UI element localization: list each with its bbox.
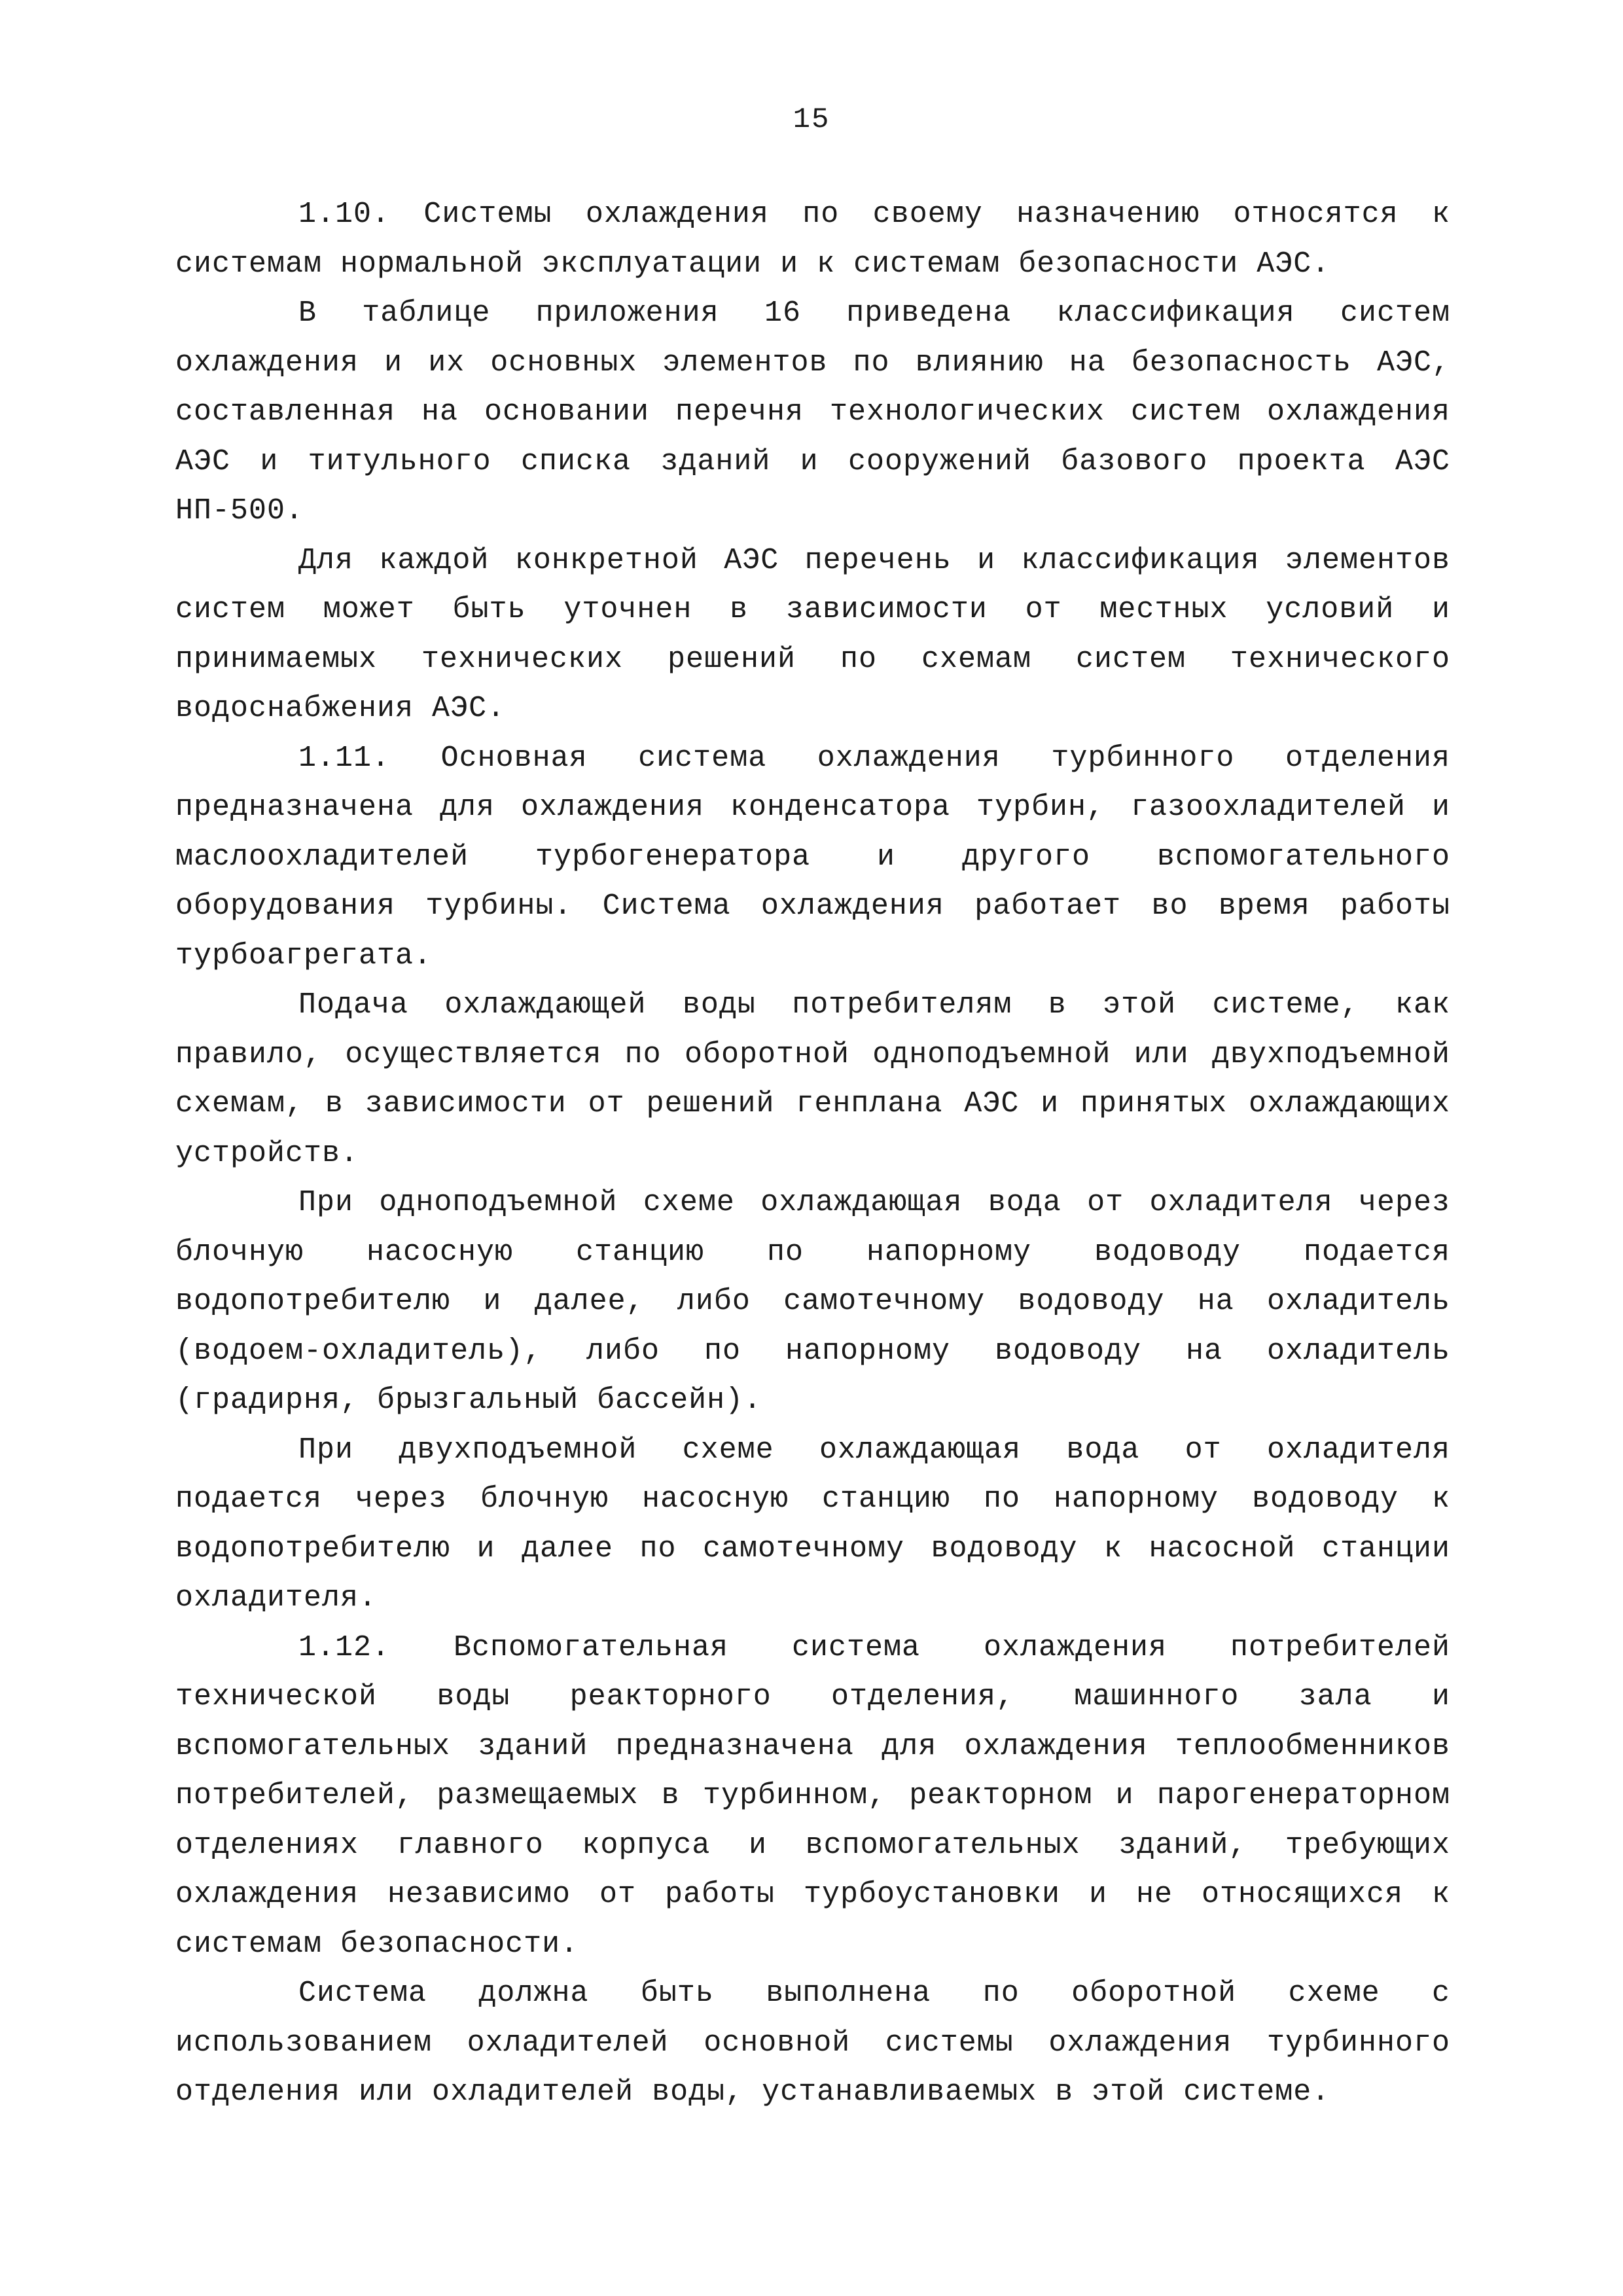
paragraph-1-10: 1.10. Системы охлаждения по своему назначению относятся к системам нормальной эксплуатации и к системам безопасности АЭС. [175,198,1450,281]
paragraph-double-lift-scheme: При двухподъемной схеме охлаждающая вода от охладителя подается через блочную насосную станцию по напорному водоводу к водопотребителю и далее по самотечному водоводу к насосной станции охладителя. [175,1433,1450,1615]
paragraph-single-lift-scheme: При одноподъемной схеме охлаждающая вода от охладителя через блочную насосную станцию по напорному водоводу подается водопотребителю и далее, либо самотечному водоводу на охладитель (водоем-охладитель), либо по напорному водоводу на охладитель (градирня, брызгальный бассейн). [175,1186,1450,1417]
paragraph-water-supply: Подача охлаждающей воды потребителям в этой системе, как правило, осуществляется по оборотной одноподъемной или двухподъемной схемам, в зависимости от решений генплана АЭС и принятых охлаждающих устройств. [175,988,1450,1170]
paragraph-1-11: 1.11. Основная система охлаждения турбинного отделения предназначена для охлаждения конденсатора турбин, газоохладителей и маслоохладителей турбогенератора и другого вспомогательного оборудования турбины. Система охлаждения работает во время работы турбоагрегата. [175,741,1450,973]
paragraph-1-12: 1.12. Вспомогательная система охлаждения потребителей технической воды реакторного отделения, машинного зала и вспомогательных зданий предназначена для охлаждения теплообменников потребителей, размещаемых в турбинном, реакторном и парогенераторном отделениях главного корпуса и вспомогательных зданий, требующих охлаждения независимо от работы турбоустановки и не относящихся к системам безопасности. [175,1630,1450,1961]
paragraph-classification-table: В таблице приложения 16 приведена классификация систем охлаждения и их основных элементов по влиянию на безопасность АЭС, составленная на основании перечня технологических систем охлаждения АЭС и титульного списка зданий и сооружений базового проекта АЭС НП-500. [175,296,1450,528]
paragraph-specific-npp: Для каждой конкретной АЭС перечень и классификация элементов систем может быть уточнен в зависимости от местных условий и принимаемых технических решений по схемам систем технического водоснабжения АЭС. [175,543,1450,725]
body-text [175,190,1450,2117]
page-number: 15 [793,103,830,136]
paragraph-circulation-scheme: Система должна быть выполнена по оборотной схеме с использованием охладителей основной системы охлаждения турбинного отделения или охладителей воды, устанавливаемых в этой системе. [175,1977,1450,2109]
